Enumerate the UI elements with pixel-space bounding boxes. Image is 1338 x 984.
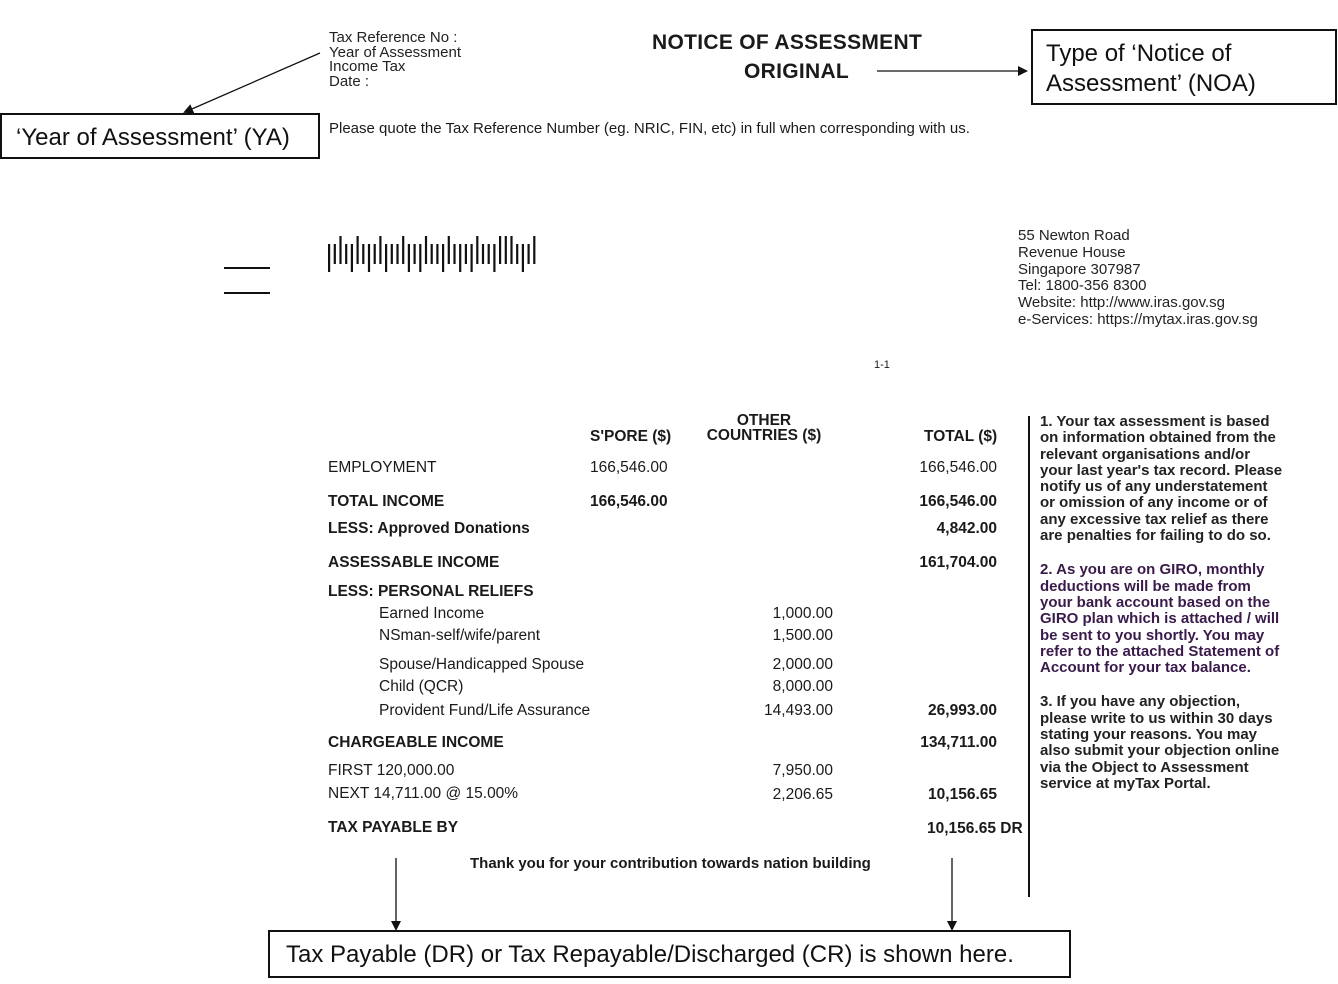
note-2: 2. As you are on GIRO, monthly deductions will be made from your bank account based on the GIRO plan which is attached / will be sent to you shortly. You may refer to the attached Statement of Account for your tax balance. [1040,561,1280,677]
callout-noa-type-line1: Type of ‘Notice of [1046,40,1232,67]
year-of-assessment-label: Year of Assessment [329,43,462,61]
tax-reference-label: Tax Reference No : [329,29,458,46]
relief-label: Provident Fund/Life Assurance [379,702,591,719]
thanks-message: Thank you for your contribution towards nation building [470,855,871,872]
col-header-total: TOTAL ($) [924,428,998,445]
callout-dr-cr-text: Tax Payable (DR) or Tax Repayable/Discharged (CR) is shown here. [286,941,1014,968]
address-line: Revenue House [1018,243,1126,261]
note-1: 1. Your tax assessment is based on information obtained from the relevant organisations and/or your last year's tax record. Please notify us of any understatement or omission of any income or of any excessive tax relief as there are penalties for failing to do so. [1040,413,1283,545]
row-first-amount: 7,950.00 [772,762,833,779]
row-first-label: FIRST 120,000.00 [328,762,455,779]
relief-amount: 1,500.00 [772,627,833,644]
col-header-spore: S'PORE ($) [590,428,672,445]
reliefs-heading-text: PERSONAL RELIEFS [373,583,534,600]
relief-label: Spouse/Handicapped Spouse [379,656,585,673]
address-line: Singapore 307987 [1018,260,1141,278]
relief-label: NSman-self/wife/parent [379,627,541,644]
relief-amount: 14,493.00 [764,702,833,719]
address-phone: Tel: 1800-356 8300 [1018,277,1147,295]
row-next-label: NEXT 14,711.00 @ 15.00% [328,785,519,802]
notice-type: ORIGINAL [744,60,850,83]
col-header-other-line2: COUNTRIES ($) [706,427,822,444]
page-number: 1-1 [874,359,890,371]
relief-amount: 2,000.00 [772,656,833,673]
row-total-income-spore: 166,546.00 [590,493,668,510]
notice-title: NOTICE OF ASSESSMENT [652,31,923,54]
row-chargeable-total: 134,711.00 [920,734,997,751]
donations-text: Approved Donations [373,520,530,537]
relief-amount: 8,000.00 [772,678,833,695]
row-employment-label: EMPLOYMENT [328,459,437,476]
row-donations-total: 4,842.00 [936,520,997,537]
col-header-other-line1: OTHER [736,412,792,429]
row-tax-payable-label: TAX PAYABLE BY [328,819,459,836]
row-total-income-total: 166,546.00 [919,493,997,510]
row-assessable-label: ASSESSABLE INCOME [328,554,500,571]
row-employment-spore: 166,546.00 [590,459,668,476]
row-chargeable-label: CHARGEABLE INCOME [328,734,504,751]
relief-label: Earned Income [379,605,485,622]
less-prefix: LESS: [328,583,374,600]
less-prefix: LESS: [328,520,374,537]
income-tax-label: Income Tax [329,58,406,75]
row-assessable-total: 161,704.00 [919,554,997,571]
relief-amount: 1,000.00 [772,605,833,622]
row-total-income-label: TOTAL INCOME [328,493,445,510]
reliefs-total: 26,993.00 [928,702,997,719]
address-eservices: e-Services: https://mytax.iras.gov.sg [1018,310,1258,328]
callout-ya-text: ‘Year of Assessment’ (YA) [16,124,290,151]
row-tax-payable-total: 10,156.65 DR [927,820,1023,837]
address-website: Website: http://www.iras.gov.sg [1018,294,1226,312]
row-next-amount: 2,206.65 [772,786,833,803]
address-line: 55 Newton Road [1018,227,1130,244]
quote-instruction: Please quote the Tax Reference Number (eg. NRIC, FIN, etc) in full when corresponding with us. [329,120,970,137]
callout-noa-type-line2: Assessment’ (NOA) [1046,70,1256,97]
arrow-to-ya [185,53,320,112]
date-label: Date : [329,72,370,90]
row-next-total: 10,156.65 [928,786,997,803]
relief-label: Child (QCR) [379,678,464,695]
row-employment-total: 166,546.00 [919,459,997,476]
note-3: 3. If you have any objection, please write to us within 30 days stating your reasons. You may also submit your objection online via the Object to Assessment service at myTax Portal. [1040,693,1280,792]
